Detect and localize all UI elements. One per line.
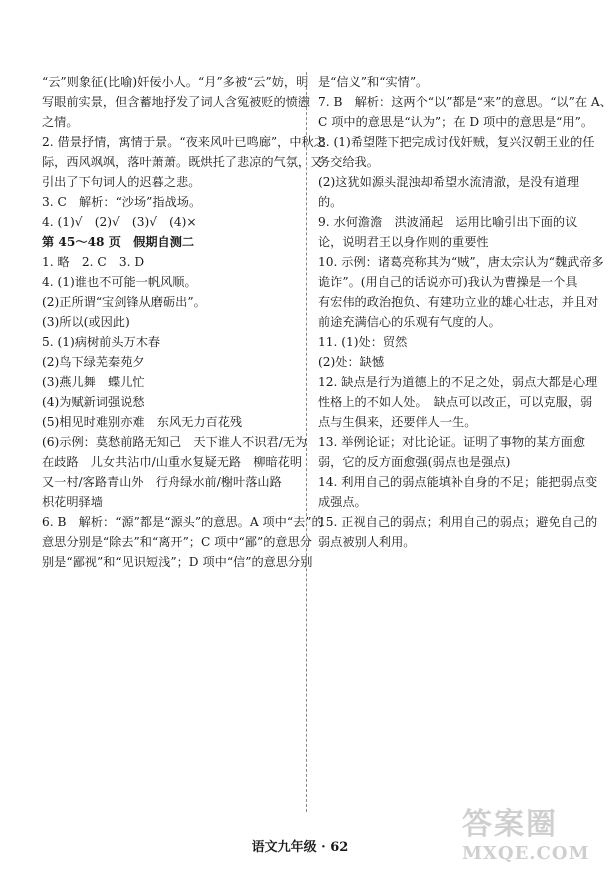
right-line: (2)处：缺憾: [318, 355, 385, 369]
right-line: 9. 水何澹澹 洪波涌起 运用比喻引出下面的议: [318, 215, 578, 229]
left-line: 又一村/客路青山外 行舟绿水前/榭叶落山路: [42, 475, 282, 489]
left-line: 意思分别是“除去”和“离开”；C 项中“鄙”的意思分: [42, 535, 312, 549]
right-line: (2)这犹如源头混浊却希望水流清澈，是没有道理: [318, 175, 580, 189]
right-line: 弱点被别人利用。: [318, 535, 416, 549]
left-line: 之情。: [42, 115, 79, 129]
right-line: 务交给我。: [318, 155, 379, 169]
right-line: 点与生俱来，还要伴人一生。: [318, 415, 477, 429]
left-line: 5. (1)病树前头万木春: [42, 335, 161, 349]
right-line: 15. 正视自己的弱点；利用自己的弱点；避免自己的: [318, 515, 598, 529]
left-line: “云”则象征(比喻)奸佞小人。“月”多被“云”妨，明: [42, 75, 309, 89]
right-column: [318, 72, 612, 552]
right-line: 12. 缺点是行为道德上的不足之处，弱点大都是心理: [318, 375, 598, 389]
right-line: 成强点。: [318, 495, 367, 509]
left-line: (6)示例：莫愁前路无知己 天下谁人不识君/无为: [42, 435, 308, 449]
left-line: 引出了下句词人的迟暮之悲。: [42, 175, 201, 189]
column-divider: [306, 72, 307, 812]
left-line: 际，西风飒飒，落叶萧萧。既烘托了悲凉的气氛，又: [42, 155, 323, 169]
left-line: (4)为赋新词强说愁: [42, 395, 145, 409]
right-line: 论，说明君王以身作则的重要性: [318, 235, 489, 249]
left-line: 别是“鄙视”和“见识短浅”；D 项中“信”的意思分别: [42, 555, 313, 569]
right-line: 11. (1)处：贸然: [318, 335, 408, 349]
left-line: 6. B 解析：“源”都是“源头”的意思。A 项中“去”的: [42, 515, 324, 529]
left-line: 在歧路 儿女共沾巾/山重水复疑无路 柳暗花明: [42, 455, 303, 469]
watermark-url: MXQE.COM: [462, 843, 590, 864]
left-line: 枳花明驿墙: [42, 495, 103, 509]
left-line: 2. 借景抒情，寓情于景。“夜来风叶已鸣廊”，中秋之: [42, 135, 326, 149]
right-line: 7. B 解析：这两个“以”都是“来”的意思。“以”在 A、: [318, 95, 612, 109]
right-line: 诡诈”。(用自己的话说亦可)我认为曹操是一个具: [318, 275, 578, 289]
left-column: [42, 72, 326, 572]
left-line: (2)鸟下绿芜秦苑夕: [42, 355, 145, 369]
right-line: 14. 利用自己的弱点能填补自身的不足；能把弱点变: [318, 475, 598, 489]
right-line: 有宏伟的政治抱负、有建功立业的雄心壮志，并且对: [318, 295, 599, 309]
left-line: 4. (1)谁也不可能一帆风顺。: [42, 275, 197, 289]
right-line: 10. 示例：诸葛亮称其为“贼”，唐太宗认为“魏武帝多: [318, 255, 604, 269]
right-line: 是“信义”和“实情”。: [318, 75, 429, 89]
section-heading: 第 45～48 页 假期自测二: [42, 235, 195, 249]
right-line: 的。: [318, 195, 343, 209]
left-line: 1. 略 2. C 3. D: [42, 255, 145, 269]
right-line: 性格上的不如人处。 缺点可以改正，可以克服，弱: [318, 395, 593, 409]
left-line: (5)相见时难别亦难 东风无力百花残: [42, 415, 243, 429]
watermark-title: 答案圈: [462, 807, 558, 842]
left-line: 写眼前实景，但含蓄地抒发了词人含冤被贬的愤懑: [42, 95, 311, 109]
right-line: 8. (1)希望陛下把完成讨伐奸贼，复兴汉朝王业的任: [318, 135, 595, 149]
left-line: (3)所以(或因此): [42, 315, 130, 329]
left-line: (3)燕儿舞 蝶儿忙: [42, 375, 145, 389]
right-line: C 项中的意思是“认为”；在 D 项中的意思是“用”。: [318, 115, 594, 129]
site-watermark: [462, 807, 590, 875]
page-footer: 语文九年级 · 62: [251, 840, 349, 855]
right-line: 13. 举例论证；对比论证。证明了事物的某方面愈: [318, 435, 586, 449]
left-line: 3. C 解析：“沙场”指战场。: [42, 195, 202, 209]
left-line: 4. (1)√ (2)√ (3)√ (4)×: [42, 215, 197, 229]
right-line: 弱，它的反方面愈强(弱点也是强点): [318, 455, 511, 469]
left-line: (2)正所谓“宝剑锋从磨砺出”。: [42, 295, 206, 309]
right-line: 前途充满信心的乐观有气度的人。: [318, 315, 501, 329]
